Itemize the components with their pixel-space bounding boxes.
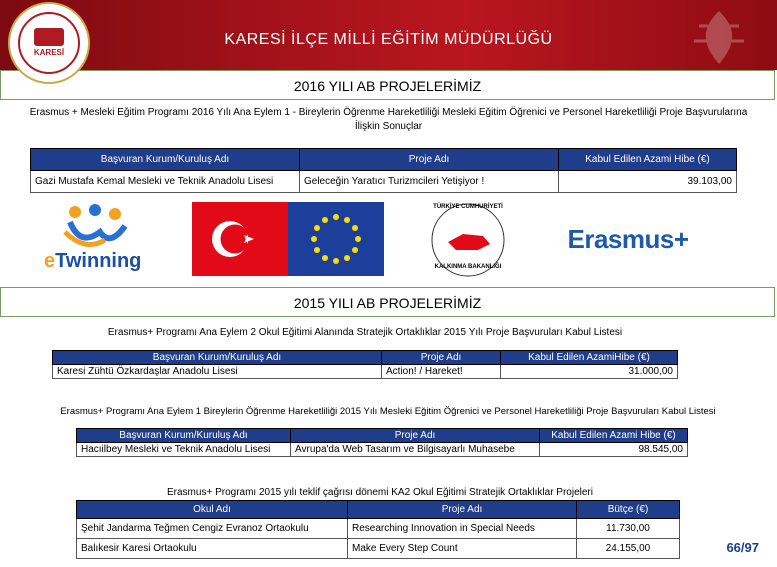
header-applicant: Başvuran Kurum/Kuruluş Adı [31,149,300,171]
t1-cell-applicant: Karesi Zühtü Özkardaşlar Anadolu Lisesi [53,365,382,379]
t3-cell-budget: 24.155,00 [577,539,680,559]
cell-applicant: Gazi Mustafa Kemal Mesleki ve Teknik Anadolu Lisesi [31,171,300,193]
t2-header-grant: Kabul Edilen Azami Hibe (€) [540,429,688,443]
t1-header-grant: Kabul Edilen AzamiHibe (€) [501,351,678,365]
partner-logos [0,198,777,280]
t3-cell-budget: 11.730,00 [577,519,680,539]
turkish-flag-icon [192,202,288,276]
t2-header-applicant: Başvuran Kurum/Kuruluş Adı [77,429,291,443]
caption-2015-t1: Erasmus+ Programı Ana Eylem 2 Okul Eğitimi Alanında Stratejik Ortaklıklar 2015 Yılı Proje Başvuruları Kabul Listesi [107,327,623,338]
cell-grant: 39.103,00 [559,171,737,193]
erasmus-logo [562,212,694,266]
caption-2016: Erasmus + Mesleki Eğitim Programı 2016 Yılı Ana Eylem 1 - Bireylerin Öğrenme Hareketliliği Mesleki Eğitim Öğrenici ve Personel Hareketliliği Proje Başvurularına İlişkin Sonuçlar [29,107,748,132]
header-grant: Kabul Edilen Azami Hibe (€) [559,149,737,171]
caption-2015-t2: Erasmus+ Programı Ana Eylem 1 Bireylerin Öğrenme Hareketliliği 2015 Yılı Mesleki Eğitim Öğrenici ve Personel Hareketliliği Proje Başvuruları Kabul Listesi [60,406,716,417]
t1-cell-grant: 31.000,00 [501,365,678,379]
table-2015-1 [52,350,678,379]
header-project: Proje Adı [300,149,559,171]
table-2016 [30,148,737,193]
header-banner [0,0,777,70]
kalkinma-bakanligi-logo [428,200,508,280]
flame-decoration-icon [679,6,759,66]
t2-cell-applicant: Hacıilbey Mesleki ve Teknik Anadolu Lisesi [77,443,291,457]
cell-project: Geleceğin Yaratıcı Turizmcileri Yetişiyor ! [300,171,559,193]
etwinning-logo [40,202,150,276]
table-2015-3 [76,500,680,559]
kalkinma-top-text: TÜRKİYE CUMHURİYETİ [433,204,503,210]
table-2015-2 [76,428,688,457]
section-title-2016: 2016 YILI AB PROJELERİMİZ [0,70,775,100]
eu-stars-icon [288,202,384,276]
meb-logo [8,2,90,84]
eu-flag [288,202,384,276]
t3-cell-school: Şehit Jandarma Teğmen Cengiz Evranoz Ortaokulu [77,519,348,539]
t2-cell-project: Avrupa'da Web Tasarım ve Bilgisayarlı Muhasebe [291,443,540,457]
page-number: 66/97 [726,540,759,555]
t2-cell-grant: 98.545,00 [540,443,688,457]
erasmus-text: Erasmus+ [567,224,689,254]
table-row [77,539,680,559]
section-title-2015: 2015 YILI AB PROJELERİMİZ [0,287,775,317]
t3-cell-school: Balıkesir Karesi Ortaokulu [77,539,348,559]
book-icon [34,28,64,46]
t3-cell-project: Researching Innovation in Special Needs [348,519,577,539]
logo-name: KARESİ [33,48,65,57]
t3-header-school: Okul Adı [77,501,348,519]
table-row [31,171,737,193]
table-row [53,365,678,379]
etwinning-text: Twinning [55,250,142,272]
etwinning-people-icon [40,202,150,252]
kalkinma-bottom-text: KALKINMA BAKANLIĞI [434,264,502,270]
page-title: KARESİ İLÇE MİLLİ EĞİTİM MÜDÜRLÜĞÜ [224,31,553,48]
t1-header-project: Proje Adı [382,351,501,365]
table-row [77,443,688,457]
t2-header-project: Proje Adı [291,429,540,443]
t3-header-budget: Bütçe (€) [577,501,680,519]
etwinning-e: e [44,250,56,272]
t1-header-applicant: Başvuran Kurum/Kuruluş Adı [53,351,382,365]
turkey-flag [192,202,288,276]
table-row [77,519,680,539]
t3-cell-project: Make Every Step Count [348,539,577,559]
t1-cell-project: Action! / Hareket! [382,365,501,379]
caption-2015-t3: Erasmus+ Programı 2015 yılı teklif çağrısı dönemi KA2 Okul Eğitimi Stratejik Ortaklıklar Projeleri [167,487,593,498]
t3-header-project: Proje Adı [348,501,577,519]
